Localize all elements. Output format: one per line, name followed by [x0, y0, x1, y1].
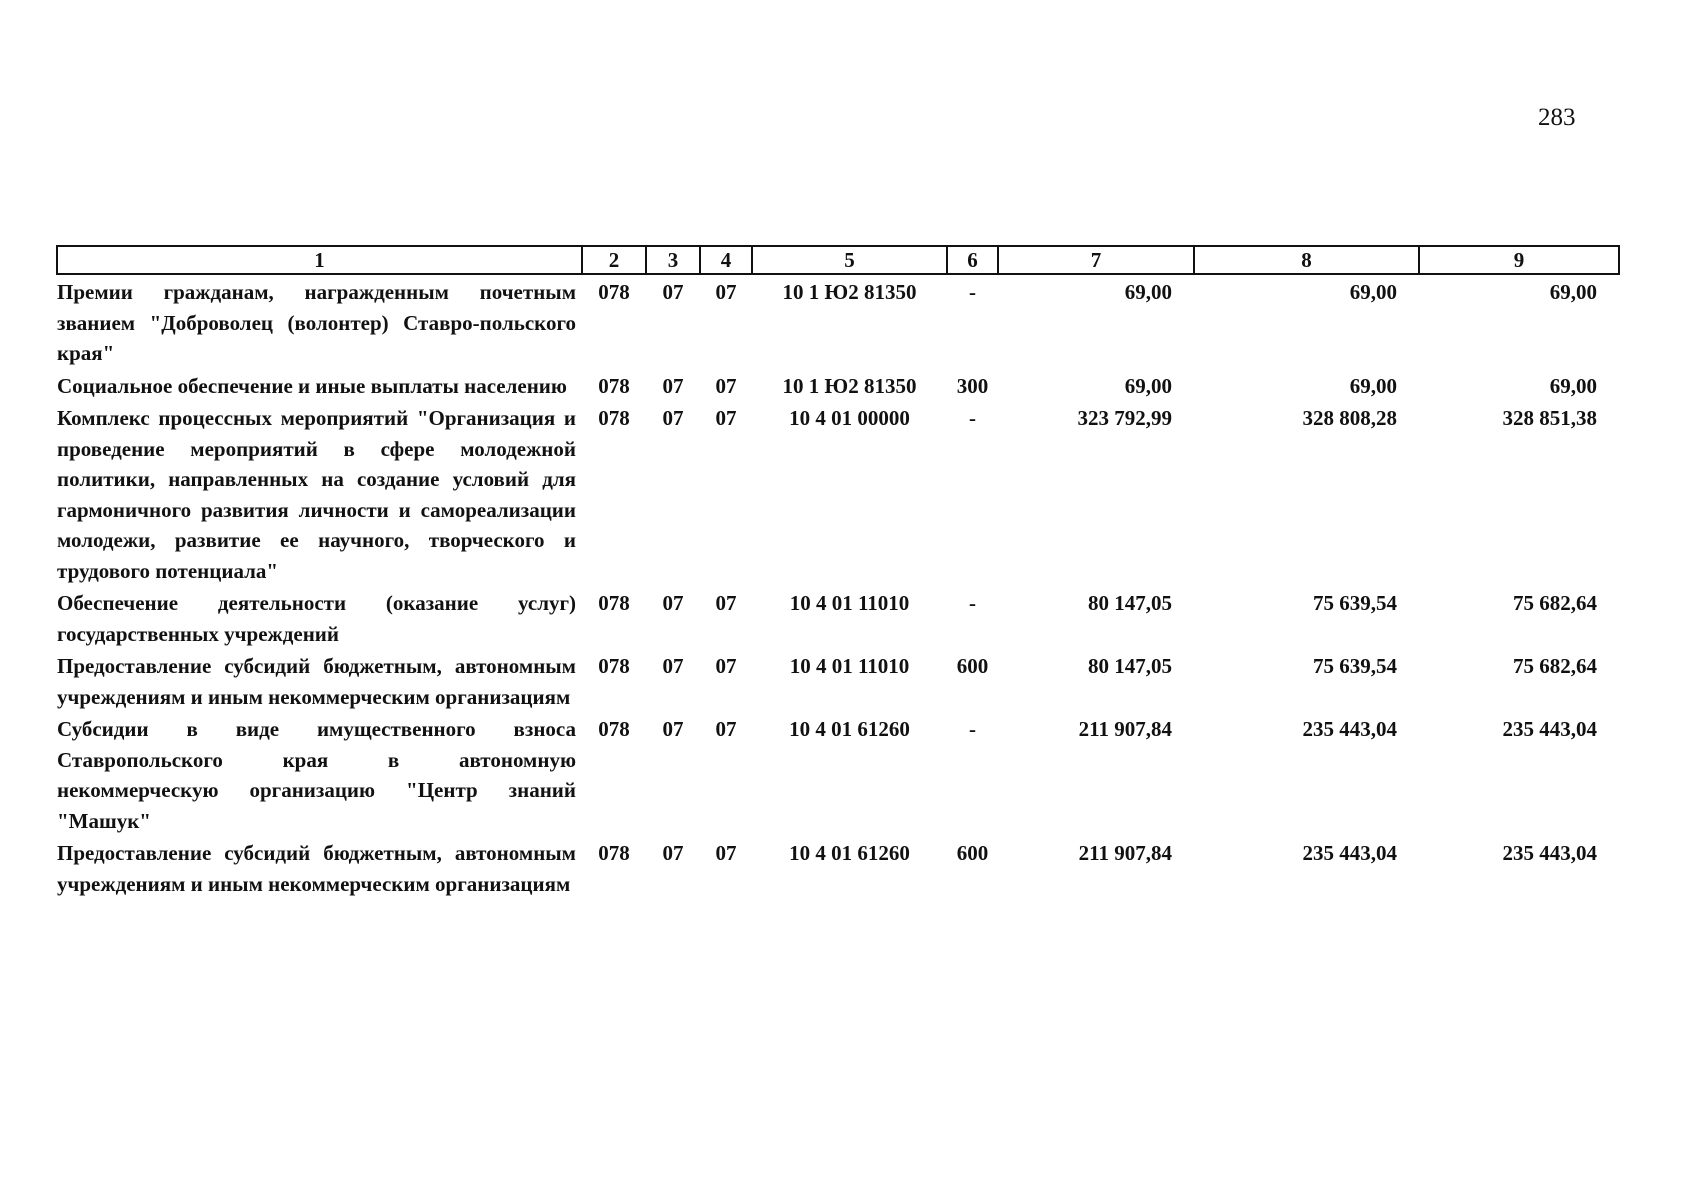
row-amount-col9: 75 682,64 [1513, 654, 1597, 678]
row-amount-col9: 235 443,04 [1502, 717, 1597, 741]
row-amount-col9: 69,00 [1549, 373, 1597, 398]
table-row [57, 369, 1619, 402]
row-section-code: 07 [662, 373, 684, 398]
table-row [57, 401, 1619, 586]
row-expense-type: - [969, 717, 976, 741]
row-name: Предоставление субсидий бюджетным, автономным учреждениям и иным некоммерческим организациям [57, 654, 576, 709]
row-target-article: 10 4 01 61260 [789, 717, 910, 741]
header-cell: 7 [998, 246, 1194, 274]
header-cell: 6 [947, 246, 998, 274]
row-section-code: 07 [662, 717, 684, 741]
row-amount-col7: 69,00 [1124, 373, 1172, 398]
row-section-code: 07 [662, 280, 684, 304]
table-row [57, 836, 1619, 899]
row-subsection-code: 07 [715, 654, 737, 678]
row-amount-col7: 211 907,84 [1078, 717, 1172, 741]
row-name: Комплекс процессных мероприятий "Организация и проведение мероприятий в сфере молодежной политики, направленных на создание условий для гармоничного развития личности и самореализации молодежи, развитие ее научного, творческого и трудового потенциала" [57, 406, 576, 583]
row-expense-type: - [969, 280, 976, 304]
row-name: Обеспечение деятельности (оказание услуг) государственных учреждений [57, 591, 576, 646]
row-amount-col7: 323 792,99 [1077, 406, 1172, 430]
row-target-article: 10 4 01 61260 [789, 841, 910, 865]
header-cell: 1 [57, 246, 582, 274]
row-subsection-code: 07 [715, 591, 737, 615]
row-name: Предоставление субсидий бюджетным, автономным учреждениям и иным некоммерческим организациям [57, 841, 576, 896]
row-amount-col7: 80 147,05 [1088, 591, 1172, 615]
table-row [57, 274, 1619, 369]
row-section-code: 07 [662, 841, 684, 865]
row-subsection-code: 07 [715, 373, 737, 398]
row-amount-col8: 235 443,04 [1302, 841, 1397, 865]
row-amount-col9: 75 682,64 [1513, 591, 1597, 615]
header-row [57, 246, 1619, 274]
header-cell: 9 [1419, 246, 1619, 274]
row-amount-col8: 75 639,54 [1313, 591, 1397, 615]
row-ministry-code: 078 [598, 373, 630, 398]
row-target-article: 10 4 01 00000 [789, 406, 910, 430]
row-amount-col7: 80 147,05 [1088, 654, 1172, 678]
row-subsection-code: 07 [715, 717, 737, 741]
row-ministry-code: 078 [598, 654, 630, 678]
row-subsection-code: 07 [715, 841, 737, 865]
row-amount-col9: 235 443,04 [1502, 841, 1597, 865]
row-section-code: 07 [662, 406, 684, 430]
table-row [57, 712, 1619, 836]
row-name: Субсидии в виде имущественного взноса Ставропольского края в автономную некоммерческую организацию "Центр знаний "Машук" [57, 717, 576, 833]
row-ministry-code: 078 [598, 280, 630, 304]
row-section-code: 07 [662, 654, 684, 678]
row-target-article: 10 1 Ю2 81350 [782, 280, 917, 304]
row-expense-type: 300 [956, 373, 989, 398]
row-expense-type: 600 [956, 841, 989, 865]
row-name: Социальное обеспечение и иные выплаты населению [57, 373, 567, 398]
row-ministry-code: 078 [598, 717, 630, 741]
row-subsection-code: 07 [715, 280, 737, 304]
header-cell: 3 [646, 246, 700, 274]
row-target-article: 10 1 Ю2 81350 [782, 373, 917, 398]
header-cell: 2 [582, 246, 646, 274]
row-expense-type: 600 [956, 654, 989, 678]
budget-table [56, 245, 1620, 899]
row-ministry-code: 078 [598, 406, 630, 430]
row-amount-col7: 69,00 [1124, 280, 1172, 304]
row-amount-col8: 69,00 [1349, 373, 1397, 398]
row-amount-col7: 211 907,84 [1078, 841, 1172, 865]
table-row [57, 586, 1619, 649]
header-cell: 5 [752, 246, 947, 274]
row-expense-type: - [969, 591, 976, 615]
row-amount-col8: 69,00 [1349, 280, 1397, 304]
row-amount-col8: 328 808,28 [1302, 406, 1397, 430]
row-subsection-code: 07 [715, 406, 737, 430]
row-ministry-code: 078 [598, 591, 630, 615]
row-ministry-code: 078 [598, 841, 630, 865]
header-cell: 4 [700, 246, 752, 274]
row-amount-col9: 328 851,38 [1502, 406, 1597, 430]
page-number: 283 [1538, 104, 1576, 131]
row-amount-col8: 235 443,04 [1302, 717, 1397, 741]
row-amount-col8: 75 639,54 [1313, 654, 1397, 678]
row-section-code: 07 [662, 591, 684, 615]
header-cell: 8 [1194, 246, 1419, 274]
row-expense-type: - [969, 406, 976, 430]
row-target-article: 10 4 01 11010 [789, 591, 910, 615]
row-name: Премии гражданам, награжденным почетным званием "Доброволец (волонтер) Ставро-польского края" [57, 280, 576, 365]
row-target-article: 10 4 01 11010 [789, 654, 910, 678]
table-row [57, 649, 1619, 712]
row-amount-col9: 69,00 [1549, 280, 1597, 304]
